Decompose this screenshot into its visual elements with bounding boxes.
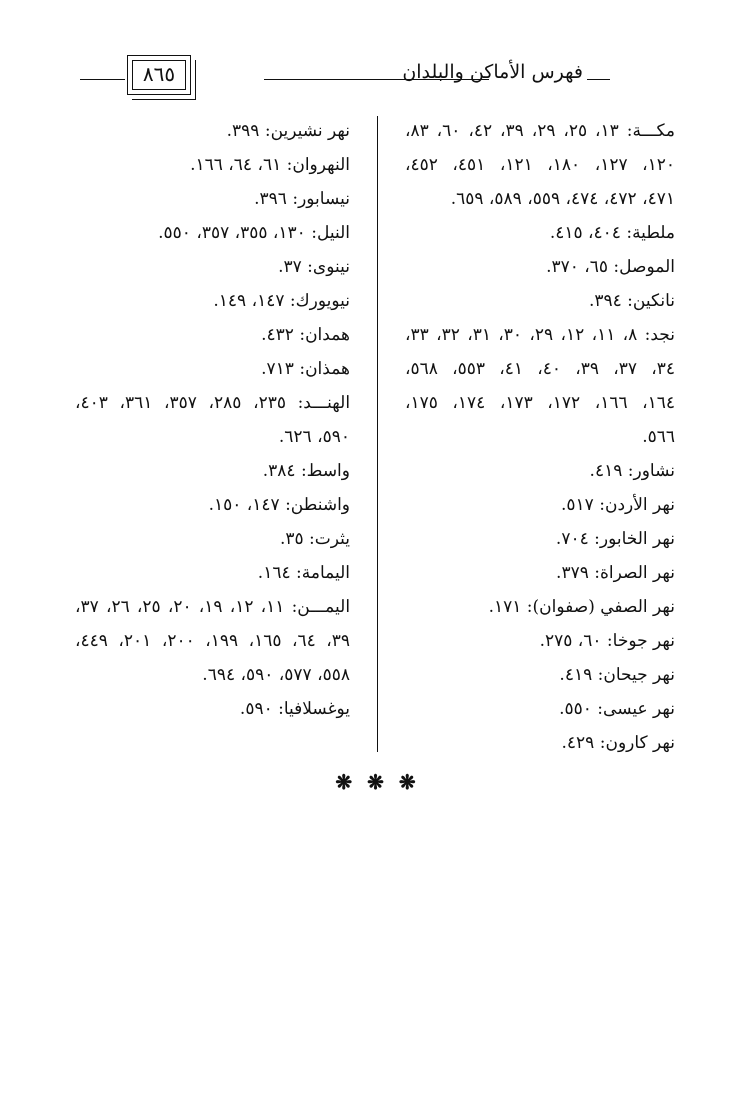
index-entry-line: النهروان: ٦١، ٦٤، ١٦٦. (190, 155, 350, 175)
index-entry-line: نيويورك: ١٤٧، ١٤٩. (213, 291, 350, 311)
index-entry-line: نهر عيسى: ٥٥٠. (559, 699, 675, 719)
index-entry-line: نجد: ٨، ١١، ١٢، ٢٩، ٣٠، ٣١، ٣٢، ٣٣، (405, 325, 675, 345)
index-entry-line: همدان: ٤٣٢. (261, 325, 350, 345)
index-entry-line: نيسابور: ٣٩٦. (254, 189, 350, 209)
header-rule-right (587, 79, 610, 80)
index-entry-line: نانكين: ٣٩٤. (588, 291, 675, 311)
index-entry-line: نهر الأردن: ٥١٧. (561, 495, 675, 515)
index-entry-line: همذان: ٧١٣. (261, 359, 350, 379)
index-entry-line: نهر الخابور: ٧٠٤. (555, 529, 675, 549)
index-entry-line: يثرت: ٣٥. (279, 529, 350, 549)
index-entry-line: النيل: ١٣٠، ٣٥٥، ٣٥٧، ٥٥٠. (158, 223, 350, 243)
index-entry-line: ١٦٤، ١٦٦، ١٧٢، ١٧٣، ١٧٤، ١٧٥، (405, 393, 676, 413)
header-rule-left (80, 79, 125, 80)
page-number: ٨٦٥ (142, 62, 176, 86)
index-entry-line: نهر الصفي (صفوان): ١٧١. (488, 597, 675, 617)
left-index-column (75, 114, 350, 726)
right-index-column (405, 114, 675, 760)
index-entry-line: نهر الصراة: ٣٧٩. (556, 563, 675, 583)
index-entry-line: نهر جوخا: ٦٠، ٢٧٥. (539, 631, 675, 651)
index-entry-line: نشاور: ٤١٩. (589, 461, 675, 481)
index-entry-line: مكـــة: ١٣، ٢٥، ٢٩، ٣٩، ٤٢، ٦٠، ٨٣، (405, 121, 675, 141)
index-entry-line: واسط: ٣٨٤. (262, 461, 350, 481)
index-entry-line: اليمامة: ١٦٤. (257, 563, 350, 583)
index-entry-line: الهنـــد: ٢٣٥، ٢٨٥، ٣٥٧، ٣٦١، ٤٠٣، (75, 393, 351, 413)
index-entry-line: الموصل: ٦٥، ٣٧٠. (546, 257, 675, 277)
index-entry-line: اليمـــن: ١١، ١٢، ١٩، ٢٠، ٢٥، ٢٦، ٣٧، (75, 597, 351, 617)
index-entry-line: واشنطن: ١٤٧، ١٥٠. (208, 495, 350, 515)
index-entry-line: نهر نشيرين: ٣٩٩. (226, 121, 350, 141)
running-title: فهرس الأماكن والبلدان (402, 61, 583, 83)
index-entry-line: ٥٦٦. (642, 427, 675, 447)
column-divider (377, 116, 378, 752)
index-entry-line: نينوى: ٣٧. (278, 257, 350, 277)
index-entry-line: نهر كارون: ٤٢٩. (561, 733, 675, 753)
index-entry-line: نهر جيحان: ٤١٩. (559, 665, 675, 685)
page-header (80, 55, 675, 99)
index-entry-line: ٥٥٨، ٥٧٧، ٥٩٠، ٦٩٤. (202, 665, 350, 685)
index-entry-line: ٥٩٠، ٦٢٦. (278, 427, 350, 447)
page-number-frame (127, 55, 191, 95)
index-entry-line: يوغسلافيا: ٥٩٠. (239, 699, 350, 719)
index-entry-line: ٤٧١، ٤٧٢، ٤٧٤، ٥٥٩، ٥٨٩، ٦٥٩. (450, 189, 675, 209)
index-entry-line: ٣٩، ٦٤، ١٦٥، ١٩٩، ٢٠٠، ٢٠١، ٤٤٩، (75, 631, 351, 651)
index-entry-line: ١٢٠، ١٢٧، ١٨٠، ١٢١، ٤٥١، ٤٥٢، (405, 155, 676, 175)
index-entry-line: ملطية: ٤٠٤، ٤١٥. (549, 223, 675, 243)
index-entry-line: ٣٤، ٣٧، ٣٩، ٤٠، ٤١، ٥٥٣، ٥٦٨، (405, 359, 676, 379)
header-rule-middle (264, 79, 489, 80)
end-of-index-mark: ❋ ❋ ❋ (335, 770, 420, 794)
